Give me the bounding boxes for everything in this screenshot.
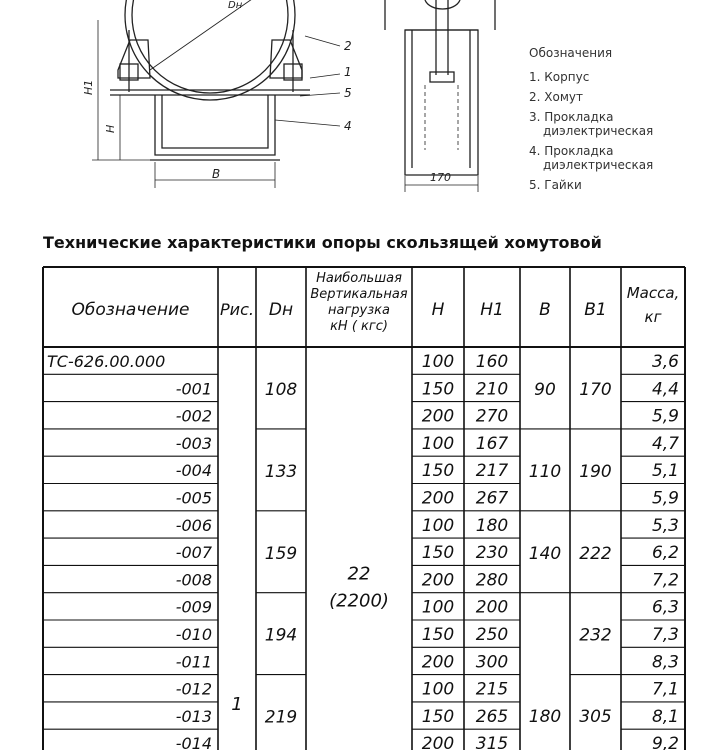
- table-title: Технические характеристики опоры скользящей хомутовой: [43, 233, 602, 252]
- cell-b1: 232: [579, 625, 612, 646]
- cell-h: 100: [421, 433, 455, 454]
- cell-oboznachenie: -006: [175, 515, 212, 535]
- header-dn: Dн: [268, 300, 294, 320]
- cell-oboznachenie: -005: [175, 488, 212, 508]
- legend-item-text: 2. Хомут: [529, 90, 583, 104]
- legend-item-3: [529, 110, 653, 138]
- cell-h1: 300: [475, 652, 509, 673]
- spec-table-svg: [0, 262, 728, 750]
- cell-massa: 4,4: [651, 379, 679, 400]
- header-ris: Рис.: [220, 300, 254, 319]
- legend-title: Обозначения: [529, 46, 613, 60]
- dim-h: H: [104, 124, 117, 133]
- cell-load-kgs: (2200): [329, 590, 389, 612]
- callout-4: 4: [344, 119, 352, 133]
- dim-170: 170: [430, 171, 451, 184]
- cell-oboznachenie: -011: [175, 652, 212, 672]
- dim-b: B: [212, 167, 221, 181]
- cell-h: 100: [421, 597, 455, 618]
- legend-item-text: 1. Корпус: [529, 70, 590, 84]
- cell-massa: 5,1: [651, 461, 679, 482]
- cell-h1: 180: [475, 515, 509, 536]
- header-h: Н: [431, 300, 445, 320]
- cell-h: 150: [421, 706, 455, 727]
- cell-h: 200: [421, 488, 455, 509]
- cell-h1: 267: [475, 488, 509, 509]
- clamp-ring-inner: [132, 0, 288, 93]
- legend-item-5: [529, 178, 653, 192]
- cell-massa: 8,1: [651, 706, 679, 727]
- cell-ris: 1: [231, 693, 243, 715]
- cell-oboznachenie: -004: [175, 461, 212, 481]
- spec-table: [0, 262, 728, 750]
- header-massa-unit: кг: [644, 308, 662, 326]
- legend-item-4: [529, 144, 653, 172]
- cell-h1: 250: [475, 625, 509, 645]
- cell-oboznachenie: -014: [175, 734, 212, 750]
- legend-item-text-cont: диэлектрическая: [543, 124, 654, 138]
- cell-massa: 6,3: [651, 597, 679, 618]
- cell-dn: 194: [264, 625, 298, 646]
- cell-massa: 7,1: [651, 679, 679, 700]
- cell-massa: 5,9: [651, 406, 679, 427]
- cell-h1: 230: [475, 543, 509, 564]
- cell-oboznachenie: -003: [175, 433, 212, 453]
- cell-load-kn: 22: [347, 563, 371, 585]
- cell-h1: 265: [475, 706, 509, 727]
- cell-b1: 170: [579, 379, 612, 400]
- cell-oboznachenie: -007: [175, 543, 212, 563]
- cell-h: 100: [421, 679, 455, 700]
- cell-massa: 5,9: [651, 488, 679, 509]
- cell-h: 150: [421, 461, 455, 482]
- cell-h: 150: [421, 379, 455, 400]
- cell-h1: 167: [475, 433, 509, 454]
- header-b1: В1: [584, 300, 607, 320]
- cell-massa: 5,3: [651, 515, 679, 536]
- cell-oboznachenie: -001: [175, 379, 212, 399]
- cell-h1: 280: [475, 570, 509, 591]
- cell-oboznachenie: -008: [175, 570, 212, 590]
- cell-h1: 270: [475, 406, 509, 427]
- cell-massa: 8,3: [651, 652, 679, 673]
- cell-h: 150: [421, 543, 455, 564]
- header-oboznachenie: Обозначение: [71, 300, 190, 320]
- cell-b: 90: [534, 379, 556, 400]
- dim-dn: Dн: [228, 0, 243, 11]
- cell-b: 110: [528, 461, 562, 482]
- header-load: Вертикальная: [310, 287, 408, 302]
- cell-dn: 159: [264, 543, 298, 564]
- clamp-ring-outer: [125, 0, 295, 100]
- cell-dn: 219: [264, 707, 298, 728]
- cell-h: 100: [421, 352, 455, 372]
- cell-h1: 200: [475, 597, 509, 618]
- header-h1: Н1: [480, 300, 504, 320]
- cell-oboznachenie: -002: [175, 406, 212, 426]
- legend-item-text: 3. Прокладка: [529, 110, 614, 124]
- cell-oboznachenie: ТС-626.00.000: [47, 352, 166, 371]
- cell-oboznachenie: -009: [175, 597, 212, 617]
- cell-h: 200: [421, 652, 455, 673]
- legend: [529, 46, 653, 198]
- cell-h: 200: [421, 570, 455, 591]
- cell-massa: 4,7: [651, 433, 679, 454]
- cell-massa: 6,2: [651, 543, 679, 564]
- cell-h: 150: [421, 625, 455, 645]
- legend-item-1: [529, 70, 653, 84]
- legend-item-text-cont: диэлектрическая: [543, 158, 654, 172]
- cell-b: 140: [528, 543, 562, 564]
- cell-h1: 315: [475, 734, 509, 750]
- header-b: В: [539, 300, 551, 320]
- cell-dn: 108: [264, 379, 298, 400]
- cell-b1: 305: [579, 706, 612, 727]
- cell-oboznachenie: -012: [175, 679, 212, 699]
- header-load: нагрузка: [328, 303, 390, 318]
- legend-item-text: 4. Прокладка: [529, 144, 614, 158]
- cell-b: 180: [528, 706, 562, 727]
- cell-h: 200: [421, 734, 455, 750]
- cell-h: 100: [421, 515, 455, 536]
- cell-oboznachenie: -010: [175, 625, 212, 644]
- dim-h1: H1: [82, 79, 95, 95]
- cell-b1: 190: [579, 461, 612, 482]
- cell-oboznachenie: -013: [175, 706, 212, 726]
- cell-h1: 160: [475, 352, 509, 372]
- legend-item-text: 5. Гайки: [529, 178, 582, 192]
- cell-massa: 7,3: [651, 625, 679, 645]
- callout-1: 1: [344, 65, 352, 79]
- cell-h1: 217: [475, 461, 509, 482]
- header-load: кН ( кгс): [330, 319, 388, 334]
- callout-5: 5: [344, 86, 352, 100]
- cell-dn: 133: [264, 461, 298, 482]
- cell-b1: 222: [579, 543, 612, 564]
- cell-h1: 215: [475, 679, 509, 700]
- callout-2: 2: [344, 39, 352, 53]
- header-massa: Масса,: [626, 284, 680, 302]
- cell-massa: 9,2: [651, 734, 679, 750]
- cell-massa: 7,2: [651, 570, 679, 591]
- header-load: Наибольшая: [316, 271, 402, 286]
- cell-massa: 3,6: [651, 352, 679, 372]
- legend-item-2: [529, 90, 653, 104]
- cell-h: 200: [421, 406, 455, 427]
- cell-h1: 210: [475, 379, 509, 400]
